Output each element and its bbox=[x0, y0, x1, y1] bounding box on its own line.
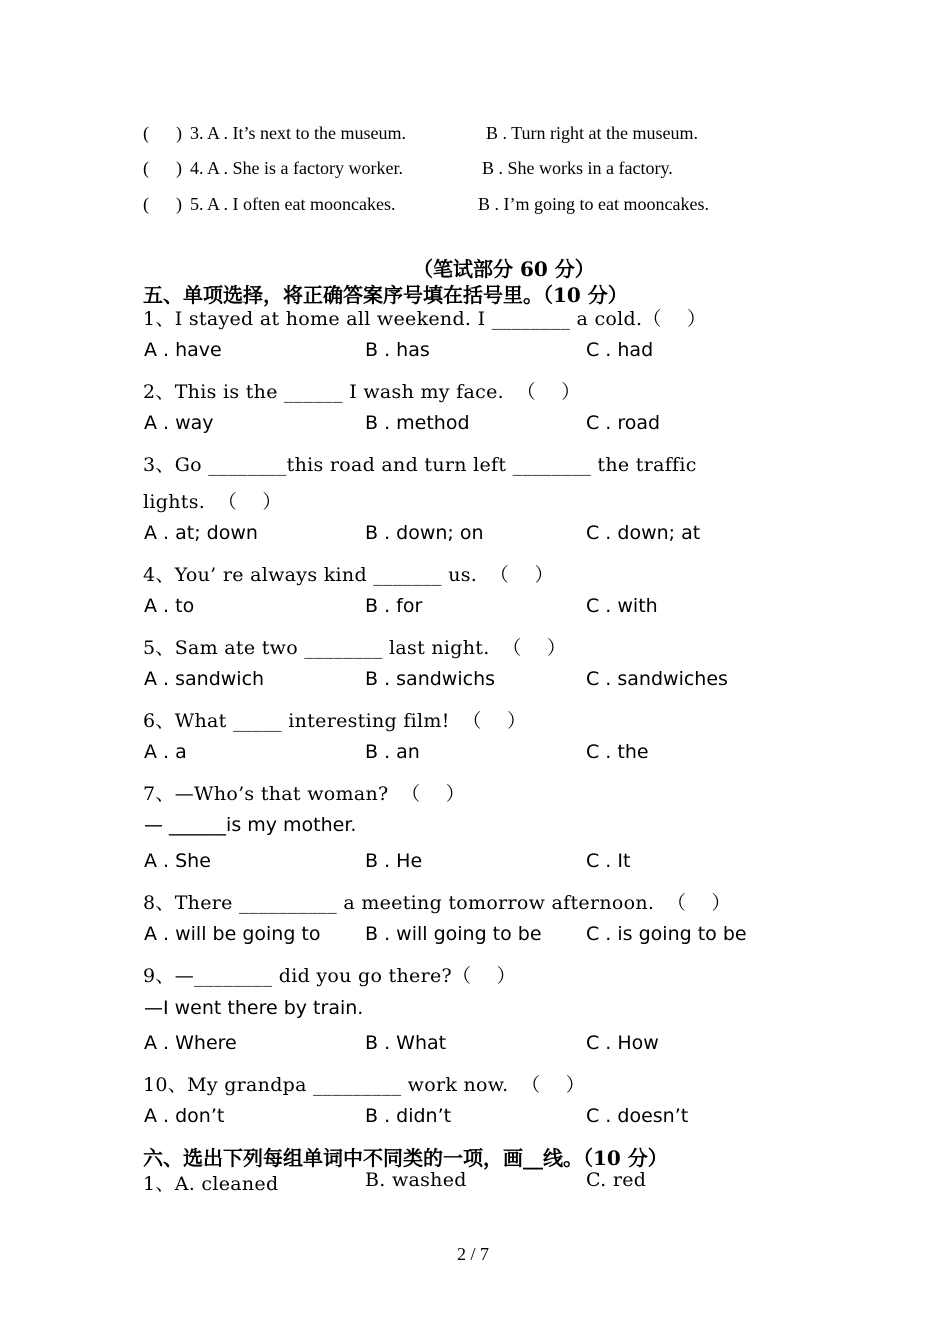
choice-c: C . It bbox=[586, 850, 631, 872]
question-10: 10、My grandpa _________ work now. （ ） bbox=[143, 1074, 586, 1096]
section-6-title: 六、选出下列每组单词中不同类的一项，画__线。（10 分） bbox=[143, 1146, 668, 1170]
choice-a: A . way bbox=[144, 412, 214, 434]
word-group-1-c: C. red bbox=[586, 1169, 647, 1191]
option-b: B . I’m going to eat mooncakes. bbox=[478, 194, 709, 214]
option-b: B . Turn right at the museum. bbox=[486, 123, 699, 143]
question-6: 6、What _____ interesting film! （ ） bbox=[143, 710, 527, 732]
word-group-1-a: 1、A. cleaned bbox=[143, 1173, 279, 1195]
option-a: 5. A . I often eat mooncakes. bbox=[190, 194, 396, 214]
choice-a: A . don’t bbox=[144, 1105, 225, 1127]
question-7: 7、—Who’s that woman? （ ） bbox=[143, 783, 466, 805]
question-9: 9、—________ did you go there?（ ） bbox=[143, 965, 516, 987]
choice-b: B . down; on bbox=[365, 522, 484, 544]
choice-b: B . has bbox=[365, 339, 430, 361]
option-a: 4. A . She is a factory worker. bbox=[190, 158, 403, 178]
choice-a: A . will be going to bbox=[144, 923, 321, 945]
choice-b: B . sandwichs bbox=[365, 668, 496, 690]
choice-a: A . She bbox=[144, 850, 211, 872]
choice-c: C . had bbox=[586, 339, 654, 361]
choice-a: A . to bbox=[144, 595, 195, 617]
option-a: 3. A . It’s next to the museum. bbox=[190, 123, 406, 143]
choice-b: B . for bbox=[365, 595, 423, 617]
section-5-title: 五、单项选择，将正确答案序号填在括号里。（10 分） bbox=[143, 283, 628, 307]
choice-c: C . How bbox=[586, 1032, 659, 1054]
question-1: 1、I stayed at home all weekend. I ________ a cold.（ ） bbox=[143, 308, 707, 330]
choice-c: C . down; at bbox=[586, 522, 701, 544]
question-3-continued: lights. （ ） bbox=[143, 491, 282, 513]
choice-c: C . sandwiches bbox=[586, 668, 728, 690]
word-group-1-b: B. washed bbox=[365, 1169, 467, 1191]
choice-c: C . doesn’t bbox=[586, 1105, 689, 1127]
choice-c: C . is going to be bbox=[586, 923, 747, 945]
choice-a: A . Where bbox=[144, 1032, 237, 1054]
answer-paren: ( ) bbox=[143, 194, 182, 214]
page-number: 2 / 7 bbox=[457, 1244, 490, 1264]
choice-c: C . the bbox=[586, 741, 649, 763]
choice-b: B . method bbox=[365, 412, 470, 434]
choice-a: A . have bbox=[144, 339, 222, 361]
option-b: B . She works in a factory. bbox=[482, 158, 673, 178]
answer-paren: ( ) bbox=[143, 123, 182, 143]
question-4: 4、You’ re always kind _______ us. （ ） bbox=[143, 564, 554, 586]
choice-b: B . What bbox=[365, 1032, 447, 1054]
written-part-title: （笔试部分 60 分） bbox=[413, 257, 595, 281]
question-9-answer-line: —I went there by train. bbox=[144, 997, 364, 1019]
choice-a: A . a bbox=[144, 741, 187, 763]
choice-b: B . didn’t bbox=[365, 1105, 452, 1127]
question-7-answer-line: — ______is my mother. bbox=[144, 814, 357, 836]
question-3: 3、Go ________this road and turn left ________ the traffic bbox=[143, 454, 697, 476]
choice-a: A . at; down bbox=[144, 522, 258, 544]
choice-a: A . sandwich bbox=[144, 668, 265, 690]
choice-b: B . an bbox=[365, 741, 420, 763]
choice-b: B . He bbox=[365, 850, 423, 872]
question-5: 5、Sam ate two ________ last night. （ ） bbox=[143, 637, 567, 659]
choice-c: C . road bbox=[586, 412, 661, 434]
question-8: 8、There __________ a meeting tomorrow afternoon. （ ） bbox=[143, 892, 731, 914]
answer-paren: ( ) bbox=[143, 158, 182, 178]
question-2: 2、This is the ______ I wash my face. （ ） bbox=[143, 381, 581, 403]
choice-b: B . will going to be bbox=[365, 923, 542, 945]
choice-c: C . with bbox=[586, 595, 658, 617]
